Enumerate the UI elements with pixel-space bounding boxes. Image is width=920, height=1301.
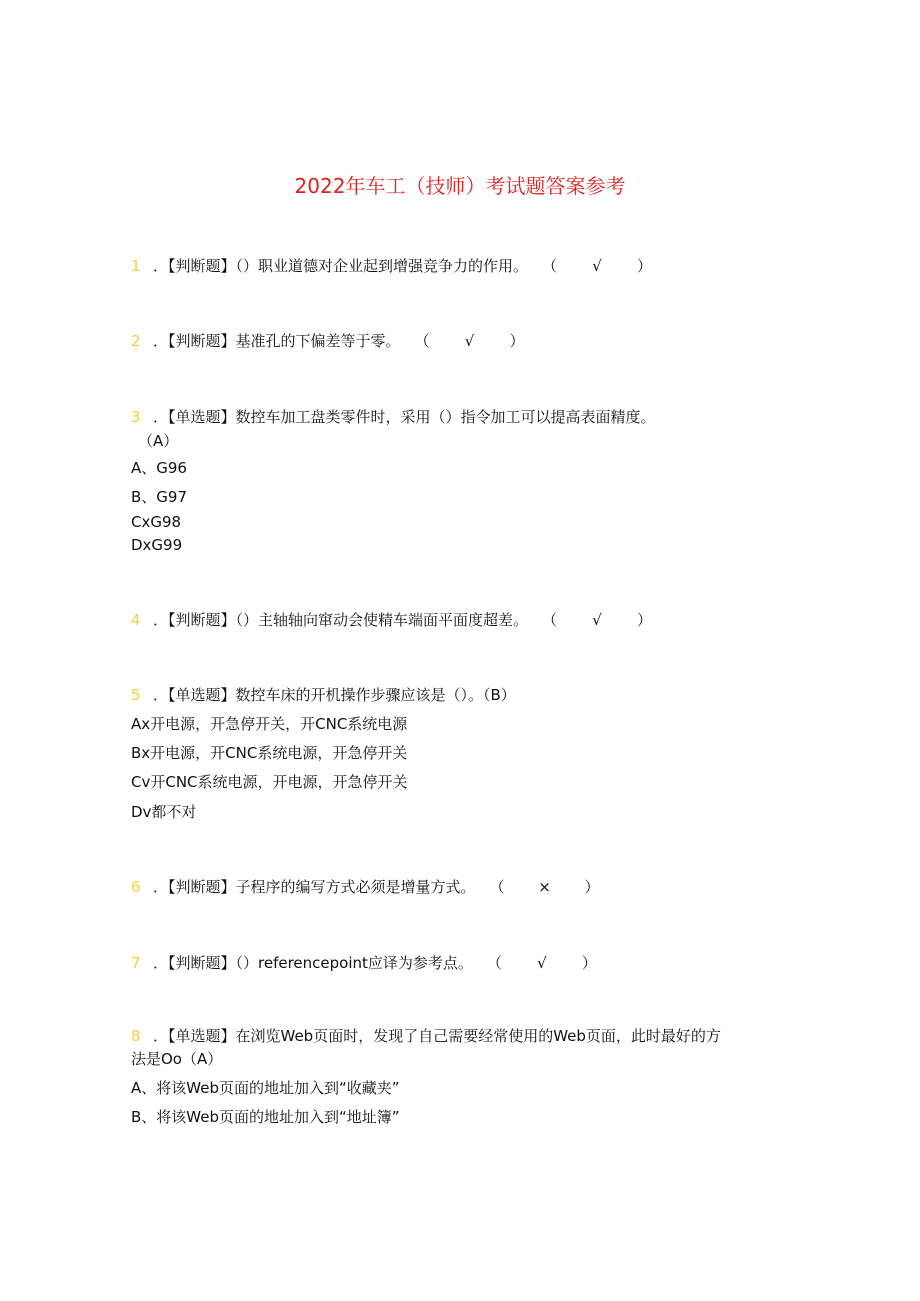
question-stem: ．【判断题】基准孔的下偏差等于零。 [153,332,401,350]
question-stem: ．【单选题】数控车床的开机操作步骤应该是（）。（B） [153,686,516,704]
question-number: 7 [131,954,141,972]
question-stem: ．【判断题】（）职业道德对企业起到增强竞争力的作用。 [153,257,529,275]
option-a: A、将该Web页面的地址加入到“收藏夹” [131,1079,400,1097]
option-d: Dv都不对 [131,803,197,821]
question-number: 6 [131,878,141,896]
question-4: 4 ．【判断题】（）主轴轴向窜动会使精车端面平面度超差。 （ √ ） [131,611,653,629]
option-c: CxG98 [131,513,182,531]
question-7: 7 ．【判断题】（）referencepoint应译为参考点。 （ √ ） [131,954,597,972]
question-number: 8 [131,1027,141,1045]
question-stem: ．【单选题】在浏览Web页面时，发现了自己需要经常使用的Web页面，此时最好的方 [153,1027,721,1045]
question-number: 2 [131,332,141,350]
question-number: 4 [131,611,141,629]
answer-mark: √ [537,954,547,972]
question-number: 1 [131,257,141,275]
option-b: B、将该Web页面的地址加入到“地址簿” [131,1108,400,1126]
answer-mark: × [538,878,551,896]
question-stem: ．【判断题】（）主轴轴向窜动会使精车端面平面度超差。 [153,611,529,629]
answer-mark: √ [592,611,602,629]
question-stem: ．【判断题】子程序的编写方式必须是增量方式。 [153,878,476,896]
question-2: 2 ．【判断题】基准孔的下偏差等于零。 （ √ ） [131,332,525,350]
option-c: Cv开CNC系统电源，开电源，开急停开关 [131,773,408,791]
question-1: 1 ．【判断题】（）职业道德对企业起到增强竞争力的作用。 （ √ ） [131,257,653,275]
option-a: Ax开电源，开急停开关，开CNC系统电源 [131,715,408,733]
page-title: 2022年车工（技师）考试题答案参考 [294,174,626,198]
question-stem: ．【单选题】数控车加工盘类零件时，采用（）指令加工可以提高表面精度。 [153,408,656,426]
option-a: A、G96 [131,459,187,477]
option-d: DxG99 [131,536,183,554]
question-answer: （A） [138,432,179,450]
question-5 [131,685,516,705]
answer-mark: √ [464,332,475,350]
question-number: 3 [131,408,141,426]
question-stem: ．【判断题】（）referencepoint应译为参考点。 [153,954,473,972]
answer-mark: √ [592,257,602,275]
option-b: B、G97 [131,488,188,506]
option-b: Bx开电源，开CNC系统电源，开急停开关 [131,744,408,762]
question-stem-continued: 法是Oo（A） [131,1050,223,1068]
question-3 [131,407,656,427]
question-8 [131,1026,721,1046]
question-6: 6 ．【判断题】子程序的编写方式必须是增量方式。 （ × ） [131,878,600,896]
question-number: 5 [131,686,141,704]
